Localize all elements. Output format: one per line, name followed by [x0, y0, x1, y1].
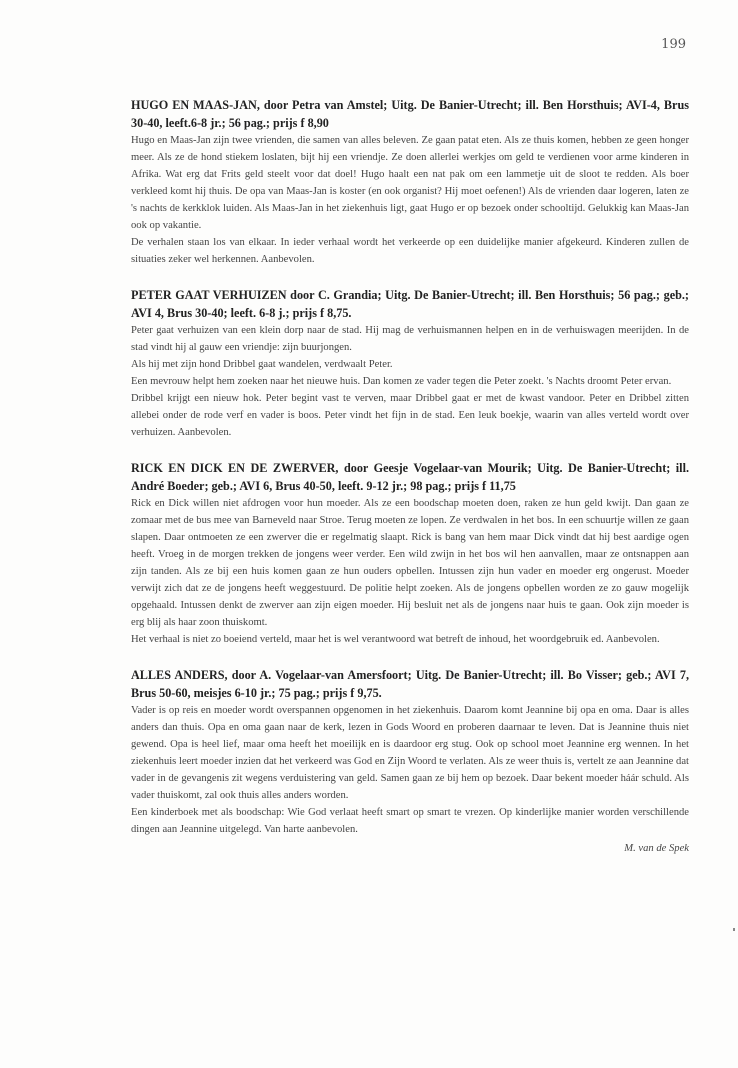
scan-artifact [733, 928, 735, 931]
review-paragraph: Het verhaal is niet zo boeiend verteld, maar het is wel verantwoord wat betreft de inhoud, het woordgebruik ed. Aanbevolen. [131, 634, 660, 645]
page-number: 199 [661, 37, 686, 52]
review-peter-gaat-verhuizen [131, 286, 689, 441]
review-paragraph: Een kinderboek met als boodschap: Wie God verlaat heeft smart op smart te vrezen. Op kinderlijke manier worden verschillende dingen aan Jeannine uitgelegd. Van harte aanbevolen. [131, 807, 689, 835]
review-paragraph: Een mevrouw helpt hem zoeken naar het nieuwe huis. Dan komen ze vader tegen die Peter zoekt. 's Nachts droomt Peter ervan. [131, 376, 672, 387]
review-header: PETER GAAT VERHUIZEN door C. Grandia; Uitg. De Banier-Utrecht; ill. Ben Horsthuis; 56 pag.; geb.; AVI 4, Brus 30-40; leeft. 6-8 j.; prijs f 8,75. [131, 288, 689, 320]
review-paragraph: Peter gaat verhuizen van een klein dorp naar de stad. Hij mag de verhuismannen helpen en in de verhuiswagen meerijden. In de stad vindt hij al gauw een vriendje: zijn buurjongen. [131, 325, 689, 353]
review-header: RICK EN DICK EN DE ZWERVER, door Geesje Vogelaar-van Mourik; Uitg. De Banier-Utrecht; ill. André Boeder; geb.; AVI 6, Brus 40-50, leeft. 9-12 jr.; 98 pag.; prijs f 11,75 [131, 461, 689, 493]
reviewer-signature: M. van de Spek [624, 843, 689, 854]
review-header: ALLES ANDERS, door A. Vogelaar-van Amersfoort; Uitg. De Banier-Utrecht; ill. Bo Visser; geb.; AVI 7, Brus 50-60, meisjes 6-10 jr.; 75 pag.; prijs f 9,75. [131, 668, 689, 700]
review-paragraph: Rick en Dick willen niet afdrogen voor hun moeder. Als ze een boodschap moeten doen, raken ze hun geld kwijt. Dan gaan ze zomaar met de bus mee van Barneveld naar Stroe. Terug moeten ze lopen. Ze verdwalen in het bos. In een schuurtje willen ze gaan slapen. Daar ontmoeten ze een zwerver die er regelmatig slaapt. Rick is bang van hem maar Dick vindt dat hij best aardige ogen heeft. Vroeg in de morgen trekken de jongens weer verder. Een wild zwijn in het bos wil hen aanvallen, maar ze ontsnappen aan zijn tanden. Als ze bij een huis komen gaan ze hun ouders opbellen. Intussen zijn hun vader en moeder erg ongerust. Moeder verwijt zich dat ze de jongens heeft weggestuurd. De politie helpt zoeken. Als de jongens opbellen worden ze zo gauw mogelijk opgehaald. Intussen denkt de zwerver aan zijn eigen moeder. Hij besluit net als de jongens naar huis te gaan. Ook zijn moeder is erg blij als haar zoon thuiskomt. [131, 498, 689, 628]
review-header: HUGO EN MAAS-JAN, door Petra van Amstel; Uitg. De Banier-Utrecht; ill. Ben Horsthuis; AVI-4, Brus 30-40, leeft.6-8 jr.; 56 pag.; prijs f 8,90 [131, 98, 689, 130]
review-paragraph: Vader is op reis en moeder wordt overspannen opgenomen in het ziekenhuis. Daarom komt Jeannine bij opa en oma. Daar is alles anders dan thuis. Opa en oma gaan naar de kerk, lezen in Gods Woord en proberen daarnaar te leven. Dat is Jeannine thuis niet gewend. Opa is heel lief, maar oma heeft het moeilijk en is daardoor erg stug. Ook op school moet Jeannine erg wennen. In het ziekenhuis leert moeder inzien dat het verkeerd was God en Zijn Woord te verlaten. Als ze weer thuis is, vertelt ze aan Jeannine dat vader in de gevangenis zit wegens verduistering van geld. Samen gaan ze bij hem op bezoek. Daar bekent moeder háár schuld. Als vader thuiskomt, zal ook thuis alles anders worden. [131, 705, 689, 801]
review-paragraph: Als hij met zijn hond Dribbel gaat wandelen, verdwaalt Peter. [131, 359, 393, 370]
review-list [131, 96, 689, 875]
review-hugo-en-maas-jan [131, 96, 689, 268]
review-alles-anders [131, 666, 689, 857]
review-rick-en-dick [131, 459, 689, 648]
review-paragraph: De verhalen staan los van elkaar. In ieder verhaal wordt het verkeerde op een duidelijke manier afgekeurd. Kinderen zullen de situaties zeker wel herkennen. Aanbevolen. [131, 237, 689, 265]
review-paragraph: Dribbel krijgt een nieuw hok. Peter begint vast te verven, maar Dribbel gaat er met de kwast vandoor. Peter en Dribbel zitten allebei onder de rode verf en vader is boos. Peter vindt het fijn in de stad. Een leuk boekje, waarin van alles verteld wordt over verhuizen. Aanbevolen. [131, 393, 689, 438]
review-paragraph: Hugo en Maas-Jan zijn twee vrienden, die samen van alles beleven. Ze gaan patat eten. Als ze thuis komen, hebben ze geen honger meer. Als ze de hond stiekem loslaten, bijt hij een vriendje. Ze doen allerlei werkjes om geld te verdienen voor arme kinderen in Afrika. Wat erg dat Frits geld steelt voor dat doel! Hugo haalt een nat pak om een lammetje uit de sloot te redden. Als boer verkleed komt hij thuis. De opa van Maas-Jan is koster (en ook organist? Hij moet oefenen!) Als de vrienden daar logeren, laten ze 's nachts de kerkklok luiden. Als Maas-Jan in het ziekenhuis ligt, gaat Hugo er op bezoek onder schooltijd. Gelukkig kan Maas-Jan ook op vakantie. [131, 135, 689, 231]
